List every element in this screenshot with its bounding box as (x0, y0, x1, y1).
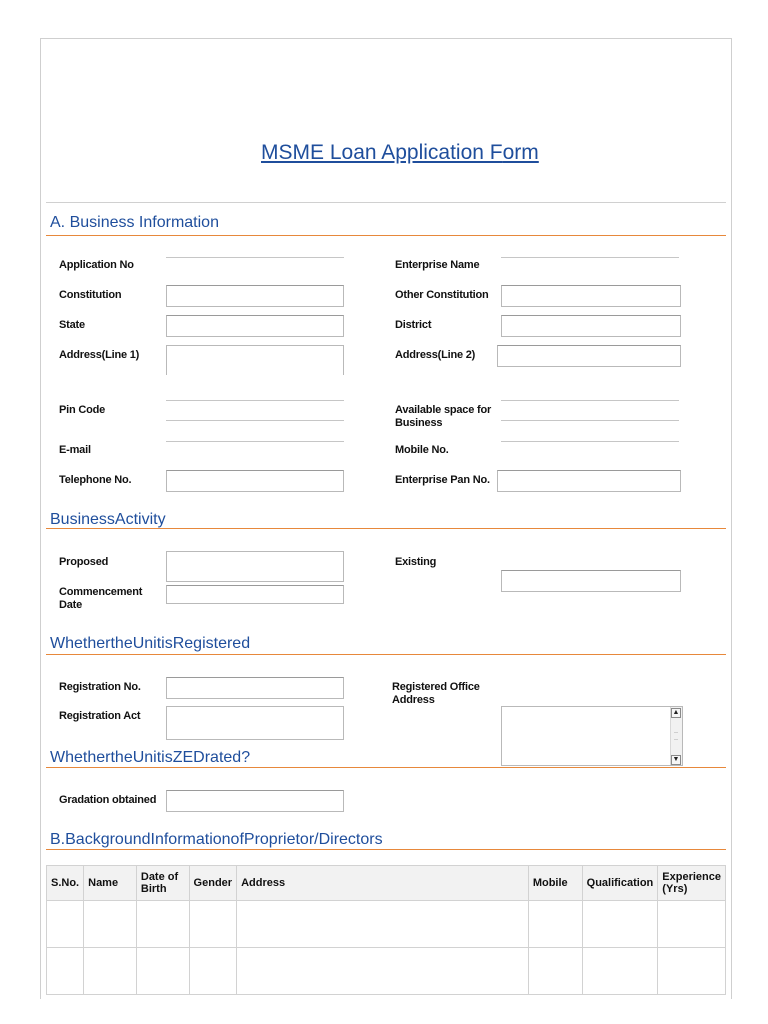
table-cell[interactable] (84, 901, 137, 948)
table-cell[interactable] (582, 901, 658, 948)
registered-office-address-label: Registered Office Address (392, 681, 480, 706)
table-cell[interactable] (237, 901, 529, 948)
telephone-input[interactable] (166, 470, 344, 492)
col-dob: Date of Birth (136, 866, 189, 901)
proposed-label: Proposed (59, 556, 109, 568)
section-a-rule (46, 235, 726, 236)
application-no-label: Application No (59, 259, 134, 271)
pin-code-label: Pin Code (59, 404, 106, 416)
textarea-scrollbar[interactable] (670, 707, 682, 765)
table-cell[interactable] (582, 948, 658, 995)
table-header-row (47, 866, 726, 901)
application-no-field[interactable] (166, 257, 344, 258)
form-page (40, 38, 732, 999)
background-table (46, 865, 726, 995)
col-address: Address (237, 866, 529, 901)
table-row (47, 901, 726, 948)
col-name: Name (84, 866, 137, 901)
table-cell[interactable] (658, 948, 726, 995)
section-a-heading: A. Business Information (50, 214, 219, 231)
other-constitution-input[interactable] (501, 285, 681, 307)
enterprise-name-field[interactable] (501, 257, 679, 258)
existing-input[interactable] (501, 570, 681, 592)
section-b-rule (46, 849, 726, 850)
table-cell[interactable] (528, 948, 582, 995)
proposed-textarea[interactable] (166, 551, 344, 582)
registered-rule (46, 654, 726, 655)
gradation-label: Gradation obtained (59, 794, 157, 806)
commencement-date-label: Commencement Date (59, 586, 143, 611)
business-activity-rule (46, 528, 726, 529)
registration-act-textarea[interactable] (166, 706, 344, 740)
zed-heading: WhethertheUnitisZEDrated? (50, 749, 251, 766)
col-qualification: Qualification (582, 866, 658, 901)
business-activity-heading: BusinessActivity (50, 511, 166, 528)
table-cell[interactable] (136, 948, 189, 995)
table-cell[interactable] (528, 901, 582, 948)
state-label: State (59, 319, 85, 331)
mobile-label: Mobile No. (395, 444, 449, 456)
col-mobile: Mobile (528, 866, 582, 901)
table-cell[interactable] (189, 948, 237, 995)
mobile-field[interactable] (501, 441, 679, 442)
available-space-field[interactable] (501, 400, 679, 401)
registration-no-label: Registration No. (59, 681, 141, 693)
gradation-input[interactable] (166, 790, 344, 812)
address-line2-input[interactable] (497, 345, 681, 367)
email-label: E-mail (59, 444, 91, 456)
district-input[interactable] (501, 315, 681, 337)
title-divider (46, 202, 726, 203)
table-cell[interactable] (189, 901, 237, 948)
registration-no-input[interactable] (166, 677, 344, 699)
available-space-label: Available space for Business (395, 404, 492, 429)
district-label: District (395, 319, 432, 331)
registered-office-address-textarea[interactable] (501, 706, 683, 766)
col-sno: S.No. (47, 866, 84, 901)
existing-label: Existing (395, 556, 437, 568)
registration-act-label: Registration Act (59, 710, 141, 722)
constitution-label: Constitution (59, 289, 122, 301)
table-cell[interactable] (136, 901, 189, 948)
zed-rule (46, 767, 726, 768)
state-input[interactable] (166, 315, 344, 337)
scroll-up-icon[interactable]: ▲ (672, 709, 680, 716)
other-constitution-label: Other Constitution (395, 289, 489, 301)
scroll-down-icon[interactable]: ▼ (672, 756, 680, 763)
table-cell[interactable] (237, 948, 529, 995)
table-cell[interactable] (47, 901, 84, 948)
email-field[interactable] (166, 441, 344, 442)
registered-heading: WhethertheUnitisRegistered (50, 635, 251, 652)
col-experience: Experience (Yrs) (658, 866, 726, 901)
pan-input[interactable] (497, 470, 681, 492)
table-row (47, 948, 726, 995)
commencement-date-input[interactable] (166, 585, 344, 604)
address-line2-label: Address(Line 2) (395, 349, 476, 361)
address-line1-label: Address(Line 1) (59, 349, 140, 361)
table-cell[interactable] (47, 948, 84, 995)
pin-code-field[interactable] (166, 400, 344, 401)
col-gender: Gender (189, 866, 237, 901)
constitution-input[interactable] (166, 285, 344, 307)
available-space-field-underline (501, 420, 679, 421)
enterprise-name-label: Enterprise Name (395, 259, 480, 271)
telephone-label: Telephone No. (59, 474, 132, 486)
table-cell[interactable] (658, 901, 726, 948)
pin-code-field-underline (166, 420, 344, 421)
table-cell[interactable] (84, 948, 137, 995)
scroll-grip (674, 732, 678, 740)
pan-label: Enterprise Pan No. (395, 474, 490, 486)
address-line1-textarea[interactable] (166, 345, 344, 375)
form-title: MSME Loan Application Form (261, 141, 539, 164)
section-b-heading: B.BackgroundInformationofProprietor/Directors (50, 831, 383, 848)
